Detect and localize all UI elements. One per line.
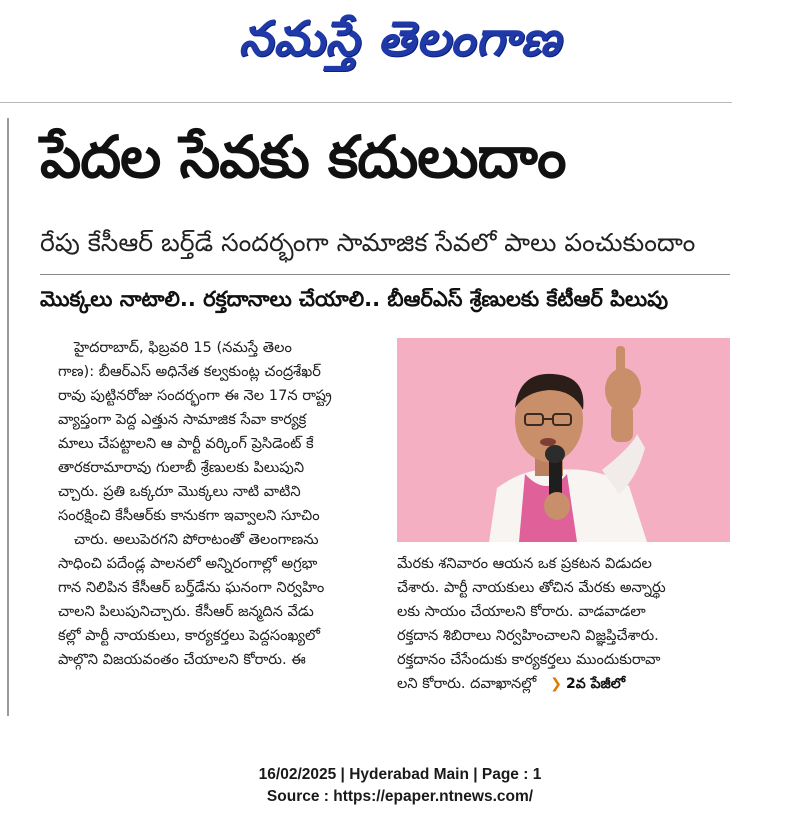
body-line: రక్తదాన శిబిరాలు నిర్వహించాలని విజ్ఞప్తిచేశారు. bbox=[397, 627, 659, 644]
body-line-text: లని కోరారు. దవాఖానల్లో bbox=[397, 675, 537, 692]
body-line: మేరకు శనివారం ఆయన ఒక ప్రకటన విడుదల bbox=[397, 555, 652, 572]
article-headline: పేదల సేవకు కదులుదాం bbox=[40, 122, 566, 191]
body-line: సాధించి పదేండ్ల పాలనలో అన్నిరంగాల్లో అగ్రభా bbox=[58, 555, 318, 572]
body-line: వ్యాప్తంగా పెద్ద ఎత్తున సామాజిక సేవా కార్యక్ర bbox=[58, 411, 307, 428]
body-line: హైదరాబాద్, ఫిబ్రవరి 15 (నమస్తే తెలం bbox=[74, 339, 292, 356]
speaker-photo-illustration bbox=[397, 338, 730, 542]
body-line: రక్తదానం చేసేందుకు కార్యకర్తలు ముందుకురావా bbox=[397, 651, 661, 668]
body-line: చారు. అలుపెరగని పోరాటంతో తెలంగాణను bbox=[74, 531, 319, 548]
body-line: తారకరామారావు గులాబీ శ్రేణులకు పిలుపుని bbox=[58, 459, 305, 476]
body-line: చ్చారు. ప్రతి ఒక్కరూ మొక్కలు నాటి వాటిని bbox=[58, 483, 301, 500]
clipping-footer bbox=[0, 764, 800, 808]
body-line: కల్లో పార్టీ నాయకులు, కార్యకర్తలు పెద్దసంఖ్యలో bbox=[58, 627, 321, 644]
body-line: చేశారు. పార్టీ నాయకులు తోచిన మేరకు అన్నార్థు bbox=[397, 579, 666, 596]
article-left-border bbox=[7, 118, 9, 716]
masthead bbox=[0, 0, 800, 90]
masthead-logo: నమస్తే తెలంగాణ bbox=[238, 11, 562, 67]
body-line: గాన నిలిపిన కేసీఆర్ బర్త్‌డేను ఘనంగా నిర్వహిం bbox=[58, 579, 325, 596]
subhead-divider bbox=[40, 274, 730, 275]
continued-label: 2వ పేజీలో bbox=[566, 676, 626, 692]
source-link[interactable]: Source : https://epaper.ntnews.com/ bbox=[266, 788, 534, 805]
body-line: పాల్గొని విజయవంతం చేయాలని కోరారు. ఈ bbox=[58, 651, 306, 668]
body-line: చాలని పిలుపునిచ్చారు. కేసీఆర్ జన్మదిన వేడు bbox=[58, 603, 314, 620]
body-line: రావు పుట్టినరోజు సందర్భంగా ఈ నెల 17న రాష్ట్ర bbox=[58, 387, 332, 404]
masthead-divider bbox=[0, 102, 732, 103]
body-line: సంరక్షించి కేసీఆర్‌కు కానుకగా ఇవ్వాలని సూచిం bbox=[58, 507, 320, 524]
body-line: లకు సాయం చేయాలని కోరారు. వాడవాడలా bbox=[397, 603, 646, 620]
article-deck: మొక్కలు నాటాలి.. రక్తదానాలు చేయాలి.. బీఆర్ఎస్ శ్రేణులకు కేటీఆర్ పిలుపు bbox=[40, 287, 669, 311]
body-line: మాలు చేపట్టాలని ఆ పార్టీ వర్కింగ్ ప్రెసిడెంట్ కే bbox=[58, 435, 314, 452]
article-photo bbox=[397, 338, 730, 542]
body-line: గాణ): బీఆర్ఎస్ అధినేత కల్వకుంట్ల చంద్రశేఖర్ bbox=[58, 363, 321, 380]
body-line bbox=[397, 672, 730, 696]
article-body-right-column bbox=[397, 552, 730, 720]
continued-on-page-link[interactable] bbox=[550, 672, 625, 696]
article-body-left-column bbox=[58, 336, 380, 720]
chevron-right-icon: ❯ bbox=[550, 676, 563, 692]
edition-info: 16/02/2025 | Hyderabad Main | Page : 1 bbox=[258, 766, 542, 783]
article-subhead: రేపు కేసీఆర్ బర్త్‌డే సందర్భంగా సామాజిక సేవలో పాలు పంచుకుందాం bbox=[40, 228, 696, 257]
